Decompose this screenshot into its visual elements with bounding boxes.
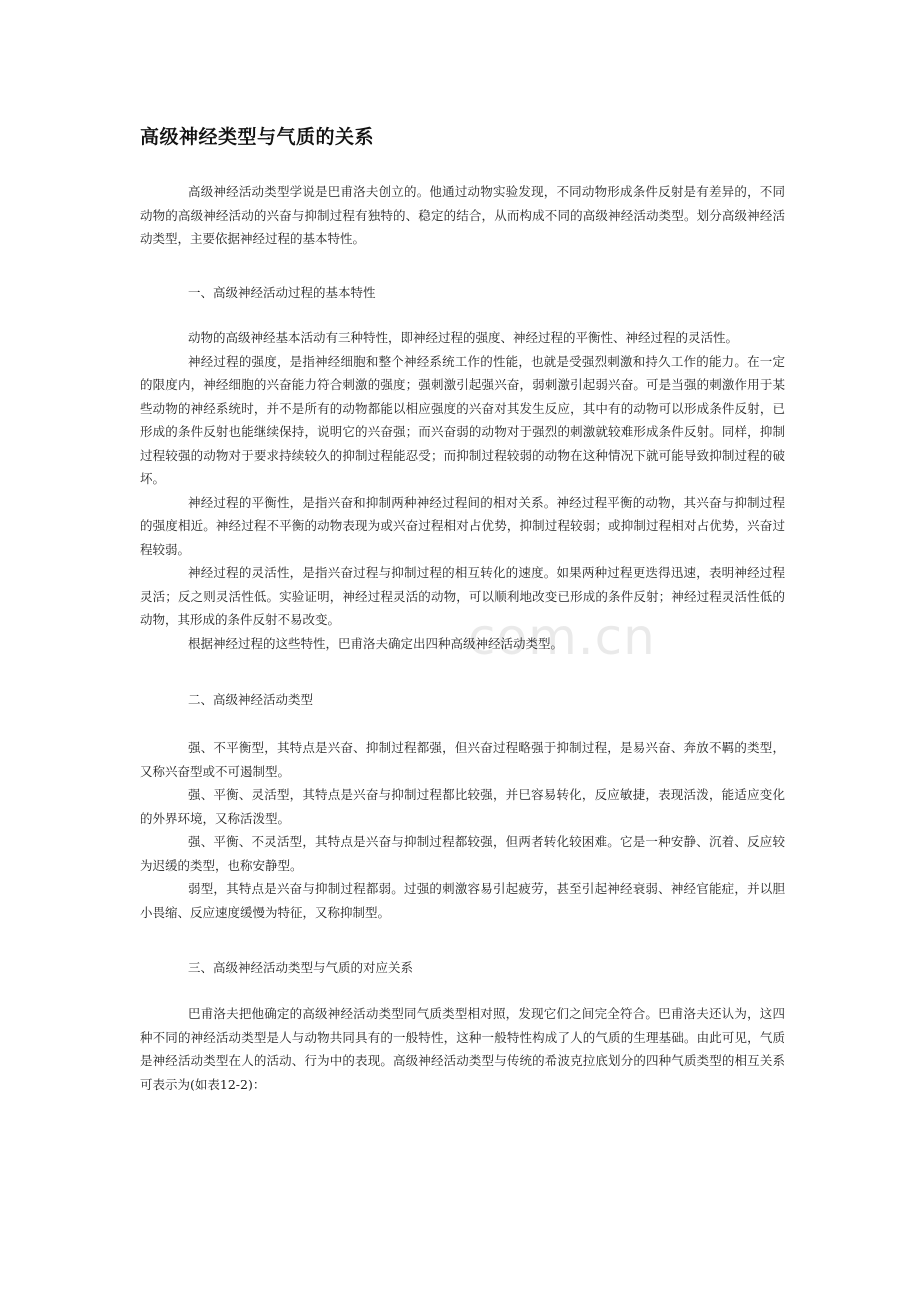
section-2-heading: 二、高级神经活动类型 [188,692,314,707]
section-3-heading: 三、高级神经活动类型与气质的对应关系 [188,960,414,975]
intro-paragraph: 高级神经活动类型学说是巴甫洛夫创立的。他通过动物实验发现，不同动物形成条件反射是有差异的，不同动物的高级神经活动的兴奋与抑制过程有独特的、稳定的结合，从而构成不同的高级神经活动类型。划分高级神经活动类型，主要依据神经过程的基本特性。 [140,184,785,246]
watermark-text: com.cn [468,608,656,666]
paragraph: 神经过程的灵活性，是指兴奋过程与抑制过程的相互转化的速度。如果两种过程更迭得迅速，表明神经过程灵活；反之则灵活性低。实验证明，神经过程灵活的动物，可以顺利地改变已形成的条件反射；神经过程灵活性低的动物，其形成的条件反射不易改变。 [140,565,785,627]
paragraph: 根据神经过程的这些特性，巴甫洛夫确定出四种高级神经活动类型。 [188,635,564,651]
paragraph: 神经过程的平衡性，是指兴奋和抑制两种神经过程间的相对关系。神经过程平衡的动物，其兴奋与抑制过程的强度相近。神经过程不平衡的动物表现为或兴奋过程相对占优势，抑制过程较弱；或抑制过程相对占优势，兴奋过程较弱。 [140,494,785,557]
paragraph: 强、平衡、不灵活型，其特点是兴奋与抑制过程都较强，但两者转化较困难。它是一种安静、沉着、反应较为迟缓的类型，也称安静型。 [140,834,785,873]
paragraph: 神经过程的强度，是指神经细胞和整个神经系统工作的性能，也就是受强烈刺激和持久工作的能力。在一定的限度内，神经细胞的兴奋能力符合刺激的强度；强刺激引起强兴奋，弱刺激引起弱兴奋。可是当强的刺激作用于某些动物的神经系统时，并不是所有的动物都能以相应强度的兴奋对其发生反应，其中有的动物可以形成条件反射，已形成的条件反射也能继续保持，说明它的兴奋强；而兴奋弱的动物对于强烈的刺激就较难形成条件反射。同样，抑制过程较强的动物对于要求持续较久的抑制过程能忍受；而抑制过程较弱的动物在这种情况下就可能导致抑制过程的破坏。 [140,353,785,486]
section-1-body [140,326,785,655]
paragraph: 巴甫洛夫把他确定的高级神经活动类型同气质类型相对照，发现它们之间完全符合。巴甫洛夫还认为，这四种不同的神经活动类型是人与动物共同具有的一般特性，这种一般特性构成了人的气质的生理基础。由此可见，气质是神经活动类型在人的活动、行为中的表现。高级神经活动类型与传统的希波克拉底划分的四种气质类型的相互关系可表示为(如表12-2)： [140,1006,785,1092]
document-title: 高级神经类型与气质的关系 [140,126,375,148]
paragraph: 动物的高级神经基本活动有三种特性，即神经过程的强度、神经过程的平衡性、神经过程的灵活性。 [188,330,739,345]
section-3-body [140,1002,785,1096]
section-2-body [140,736,785,924]
paragraph: 强、平衡、灵活型，其特点是兴奋与抑制过程都比较强，并巳容易转化，反应敏捷，表现活泼，能适应变化的外界环境，又称活泼型。 [140,787,785,826]
paragraph: 弱型，其特点是兴奋与抑制过程都弱。过强的刺激容易引起疲劳，甚至引起神经衰弱、神经官能症，并以胆小畏缩、反应速度缓慢为特征，又称抑制型。 [140,881,785,920]
intro-section [140,180,785,251]
paragraph: 强、不平衡型，其特点是兴奋、抑制过程都强，但兴奋过程略强于抑制过程，是易兴奋、奔放不羁的类型，又称兴奋型或不可遏制型。 [140,740,785,779]
section-1-heading: 一、高级神经活动过程的基本特性 [188,285,376,300]
